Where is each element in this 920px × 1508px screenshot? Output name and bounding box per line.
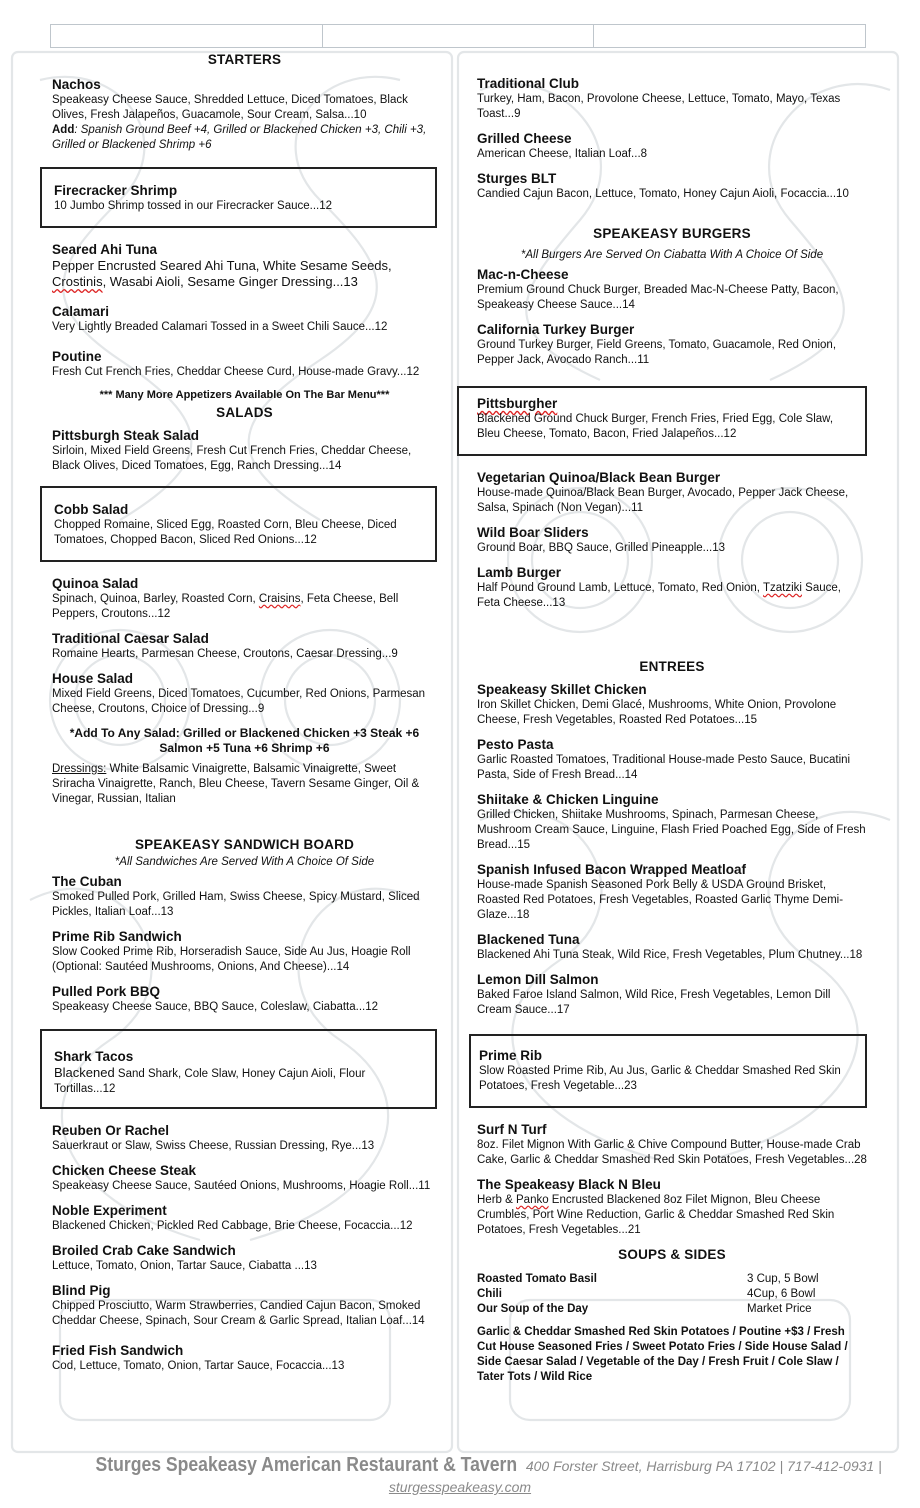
tab-cell[interactable] <box>323 25 595 47</box>
desc-part: Tzatziki <box>762 582 802 594</box>
desc-part: Sauce, Feta Cheese...13 <box>477 582 841 609</box>
item-name: House Salad <box>52 671 134 686</box>
item-desc: Mixed Field Greens, Diced Tomatoes, Cucumber, Red Onions, Parmesan Cheese, Croutons, Choice of Dressing...9 <box>52 688 426 715</box>
menu-item-prime-rib-sandwich <box>52 929 437 975</box>
item-desc <box>477 1193 867 1238</box>
item-name: Reuben Or Rachel <box>52 1123 170 1138</box>
menu-item-meatloaf <box>477 862 867 923</box>
item-name: Pulled Pork BBQ <box>52 984 161 999</box>
item-name: Fried Fish Sandwich <box>52 1343 184 1358</box>
item-name: Pesto Pasta <box>477 737 554 752</box>
item-name: Calamari <box>52 304 110 319</box>
soups-title: SOUPS & SIDES <box>618 1247 726 1262</box>
boxed-shark-tacos <box>40 1029 437 1109</box>
item-name: Prime Rib Sandwich <box>52 929 182 944</box>
desc-part: Spinach, Quinoa, Barley, Roasted Corn, <box>52 593 259 605</box>
item-name: Broiled Crab Cake Sandwich <box>52 1243 236 1258</box>
item-desc: Sauerkraut or Slaw, Swiss Cheese, Russian Dressing, Rye...13 <box>52 1140 375 1152</box>
item-desc: Lettuce, Tomato, Onion, Tartar Sauce, Ciabatta ...13 <box>52 1260 317 1272</box>
item-desc: Blackened Ahi Tuna Steak, Wild Rice, Fresh Vegetables, Plum Chutney...18 <box>477 949 863 961</box>
boxed-pittsburgher <box>457 386 867 456</box>
desc-part: Half Pound Ground Lamb, Lettuce, Tomato, Red Onion, <box>477 582 763 594</box>
item-desc: Blackened Ground Chuck Burger, French Fries, Fried Egg, Cole Slaw, Bleu Cheese, Tomato, Bacon, Fried Jalapeños...12 <box>477 413 834 440</box>
menu-item-chicken-cheese-steak <box>52 1163 437 1194</box>
desc-part: Pepper Encrusted Seared Ahi Tuna, White Sesame Seeds, <box>52 258 392 273</box>
item-name: Nachos <box>52 77 101 92</box>
item-name: The Speakeasy Black N Bleu <box>477 1177 661 1192</box>
salad-addons <box>52 726 437 756</box>
appetizer-note: *** Many More Appetizers Available On The Bar Menu*** <box>99 389 390 401</box>
item-name: Quinoa Salad <box>52 576 139 591</box>
item-name: Vegetarian Quinoa/Black Bean Burger <box>477 470 721 485</box>
soup-price: 3 Cup, 5 Bowl <box>747 1273 819 1285</box>
desc-part: Encrusted Blackened 8oz Filet Mignon, Bleu Cheese Crumbles, Port Wine Reduction, Garlic & Cheddar Smashed Red Skin Potatoes, Fresh Vegetables...21 <box>477 1194 835 1236</box>
item-name: Sturges BLT <box>477 171 557 186</box>
burgers-subnote: *All Burgers Are Served On Ciabatta With A Choice Of Side <box>520 249 824 261</box>
footer <box>0 1454 920 1495</box>
menu-item-grilled-cheese <box>477 131 867 162</box>
item-name: Cobb Salad <box>54 502 129 517</box>
menu-item-firecracker <box>54 183 423 214</box>
menu-item-noble-experiment <box>52 1203 437 1234</box>
item-name: Shiitake & Chicken Linguine <box>477 792 659 807</box>
item-name <box>477 396 853 411</box>
menu-item-crab-cake <box>52 1243 437 1274</box>
menu-item-sturges-blt <box>477 171 867 202</box>
item-desc: American Cheese, Italian Loaf...8 <box>477 148 648 160</box>
item-desc: Ground Boar, BBQ Sauce, Grilled Pineapple...13 <box>477 542 726 554</box>
menu-item-turkey-burger <box>477 322 867 368</box>
item-desc: 10 Jumbo Shrimp tossed in our Firecracker Sauce...12 <box>54 200 333 212</box>
item-desc: Very Lightly Breaded Calamari Tossed in a Sweet Chili Sauce...12 <box>52 321 388 333</box>
item-desc: Sirloin, Mixed Field Greens, Fresh Cut French Fries, Cheddar Cheese, Black Olives, Diced Tomatoes, Egg, Ranch Dressing...14 <box>52 445 412 472</box>
entrees-title: ENTREES <box>639 659 705 674</box>
soup-name: Chili <box>477 1288 502 1300</box>
item-desc <box>477 581 867 611</box>
item-name: Grilled Cheese <box>477 131 572 146</box>
item-desc: Candied Cajun Bacon, Lettuce, Tomato, Honey Cajun Aioli, Focaccia...10 <box>477 188 849 200</box>
add-text: : Spanish Ground Beef +4, Grilled or Blackened Chicken +3, Chili +3, Grilled or Blackened Shrimp +6 <box>52 124 427 151</box>
menu-item-mac-n-cheese <box>477 267 867 313</box>
table-row <box>477 1287 867 1302</box>
item-name: Firecracker Shrimp <box>54 183 178 198</box>
menu-item-blind-pig <box>52 1283 437 1329</box>
menu-item-nachos <box>52 77 437 153</box>
tab-cell[interactable] <box>594 25 865 47</box>
item-name: Wild Boar Sliders <box>477 525 589 540</box>
desc-part: Blackened <box>54 1065 115 1080</box>
starters-title: STARTERS <box>207 52 282 67</box>
menu-item-quinoa-salad <box>52 576 437 622</box>
item-name: Lamb Burger <box>477 565 562 580</box>
menu-item-shark-tacos <box>54 1049 423 1097</box>
item-desc: Grilled Chicken, Shiitake Mushrooms, Spinach, Parmesan Cheese, Mushroom Cream Sauce, Linguine, Flash Fried Poached Egg, Side of Fresh Bread...15 <box>477 809 866 851</box>
menu-item-caesar-salad <box>52 631 437 662</box>
item-desc: Romaine Hearts, Parmesan Cheese, Croutons, Caesar Dressing...9 <box>52 648 398 660</box>
menu-item-lemon-dill-salmon <box>477 972 867 1018</box>
item-name: Chicken Cheese Steak <box>52 1163 197 1178</box>
menu-item-poutine <box>52 349 437 380</box>
menu-item-pittsburgher <box>477 396 853 442</box>
desc-part: Sand Shark, Cole Slaw, Honey Cajun Aioli, Flour Tortillas...12 <box>54 1068 366 1095</box>
soup-name: Our Soup of the Day <box>477 1303 589 1315</box>
item-desc: Slow Roasted Prime Rib, Au Jus, Garlic & Cheddar Smashed Red Skin Potatoes, Fresh Vegetable...23 <box>479 1065 841 1092</box>
sides-list: Garlic & Cheddar Smashed Red Skin Potatoes / Poutine +$3 / Fresh Cut House Seasoned Fries / Sweet Potato Fries / Side House Salad / Side Caesar Salad / Vegetable of the Day / Fresh Fruit / Cole Slaw / Tater Tots / Wild Rice <box>477 1326 848 1383</box>
footer-line <box>0 1454 920 1477</box>
menu-item-surf-n-turf <box>477 1122 867 1168</box>
item-desc: House-made Quinoa/Black Bean Burger, Avocado, Pepper Jack Cheese, Salsa, Spinach (Non Vegan)...11 <box>477 487 849 514</box>
desc-part: Crostinis <box>52 274 103 289</box>
restaurant-address: 400 Forster Street, Harrisburg PA 17102 | 717-412-0931 | <box>525 1458 882 1474</box>
item-name: Speakeasy Skillet Chicken <box>477 682 647 697</box>
item-desc: Cod, Lettuce, Tomato, Onion, Tartar Sauce, Focaccia...13 <box>52 1360 345 1372</box>
menu-item-house-salad <box>52 671 437 717</box>
desc-part: , Wasabi Aioli, Sesame Ginger Dressing...13 <box>102 274 358 289</box>
desc-part: , Feta Cheese, Bell Peppers, Croutons...12 <box>52 593 399 620</box>
menu-item-boar-sliders <box>477 525 867 556</box>
item-desc: Speakeasy Cheese Sauce, BBQ Sauce, Coleslaw, Ciabatta...12 <box>52 1001 379 1013</box>
sandwich-subnote: *All Sandwiches Are Served With A Choice Of Side <box>114 856 375 868</box>
item-desc: 8oz. Filet Mignon With Garlic & Chive Compound Butter, House-made Crab Cake, Garlic & Cheddar Smashed Red Skin Potatoes, Fresh Vegetables...28 <box>477 1139 867 1166</box>
item-name: Shark Tacos <box>54 1049 134 1064</box>
menu-item-traditional-club <box>477 76 867 122</box>
item-desc: Premium Ground Chuck Burger, Breaded Mac-N-Cheese Patty, Bacon, Speakeasy Cheese Sauce...14 <box>477 284 839 311</box>
item-name: Traditional Caesar Salad <box>52 631 209 646</box>
menu-item-pesto-pasta <box>477 737 867 783</box>
menu-item-pulled-pork <box>52 984 437 1015</box>
salads-title: SALADS <box>216 405 273 420</box>
item-desc: Speakeasy Cheese Sauce, Sautéed Onions, Mushrooms, Hoagie Roll...11 <box>52 1180 431 1192</box>
item-name: Blind Pig <box>52 1283 111 1298</box>
menu-item-linguine <box>477 792 867 853</box>
sandwich-title: SPEAKEASY SANDWICH BOARD <box>134 837 355 852</box>
right-column <box>477 76 867 1385</box>
item-name: Prime Rib <box>479 1048 543 1063</box>
boxed-firecracker <box>40 167 437 228</box>
desc-part: Herb & <box>477 1194 516 1206</box>
item-desc <box>52 258 437 290</box>
menu-item-reuben <box>52 1123 437 1154</box>
website-link[interactable]: sturgesspeakeasy.com <box>388 1479 532 1495</box>
item-name: Lemon Dill Salmon <box>477 972 599 987</box>
item-desc: Garlic Roasted Tomatoes, Traditional House-made Pesto Sauce, Bucatini Pasta, Side of Fresh Bread...14 <box>477 754 851 781</box>
item-desc: House-made Spanish Seasoned Pork Belly & USDA Ground Brisket, Roasted Red Potatoes, Fresh Vegetables, Roasted Garlic Thyme Demi-Glaze...18 <box>477 879 844 921</box>
menu-item-veg-burger <box>477 470 867 516</box>
restaurant-name: Sturges Speakeasy American Restaurant & Tavern <box>95 1454 518 1476</box>
item-desc <box>54 1065 423 1097</box>
menu-item-blackened-tuna <box>477 932 867 963</box>
item-name: Blackened Tuna <box>477 932 580 947</box>
menu-item-black-n-bleu <box>477 1177 867 1238</box>
item-desc: Smoked Pulled Pork, Grilled Ham, Swiss Cheese, Spicy Mustard, Sliced Pickles, Italian Loaf...13 <box>52 891 420 918</box>
item-name: Mac-n-Cheese <box>477 267 569 282</box>
item-name: California Turkey Burger <box>477 322 635 337</box>
item-desc: Turkey, Ham, Bacon, Provolone Cheese, Lettuce, Tomato, Mayo, Texas Toast...9 <box>477 93 841 120</box>
boxed-cobb <box>40 486 437 562</box>
boxed-prime-rib <box>469 1034 867 1108</box>
item-name: Spanish Infused Bacon Wrapped Meatloaf <box>477 862 747 877</box>
menu-item-skillet-chicken <box>477 682 867 728</box>
item-desc: Baked Faroe Island Salmon, Wild Rice, Fresh Vegetables, Lemon Dill Cream Sauce...17 <box>477 989 831 1016</box>
tab-cell[interactable] <box>51 25 323 47</box>
item-desc <box>52 93 437 153</box>
pittsburgher-name: Pittsburgher <box>477 396 558 411</box>
item-desc: Chopped Romaine, Sliced Egg, Roasted Corn, Bleu Cheese, Diced Tomatoes, Chopped Bacon, Sliced Red Onions...12 <box>54 519 397 546</box>
soups-table <box>477 1272 867 1317</box>
burgers-title: SPEAKEASY BURGERS <box>593 226 751 241</box>
item-name: The Cuban <box>52 874 122 889</box>
soup-price: 4Cup, 6 Bowl <box>747 1288 816 1300</box>
menu-item-cuban <box>52 874 437 920</box>
left-column <box>52 52 437 1383</box>
dressings-label: Dressings: <box>52 763 107 775</box>
addon-line: *Add To Any Salad: Grilled or Blackened Chicken +3 Steak +6 <box>69 726 420 740</box>
item-desc: Blackened Chicken, Pickled Red Cabbage, Brie Cheese, Focaccia...12 <box>52 1220 413 1232</box>
nachos-desc: Speakeasy Cheese Sauce, Shredded Lettuce, Diced Tomatoes, Black Olives, Fresh Jalapeños, Guacamole, Sour Cream, Salsa...10 <box>52 94 408 121</box>
menu-item-cobb-salad <box>54 502 423 548</box>
item-desc: Iron Skillet Chicken, Demi Glacé, Mushrooms, White Onion, Provolone Cheese, Fresh Vegetables, Roasted Red Potatoes...15 <box>477 699 837 726</box>
menu-item-fried-fish <box>52 1343 437 1374</box>
menu-item-pittsburgh-steak-salad <box>52 428 437 474</box>
item-name: Traditional Club <box>477 76 580 91</box>
item-desc: Slow Cooked Prime Rib, Horseradish Sauce, Side Au Jus, Hoagie Roll (Optional: Sautéed Mushrooms, Onions, And Cheese)...14 <box>52 946 411 973</box>
item-name: Seared Ahi Tuna <box>52 242 158 257</box>
add-label: Add <box>52 124 75 136</box>
item-name: Poutine <box>52 349 102 364</box>
item-name: Pittsburgh Steak Salad <box>52 428 200 443</box>
item-desc <box>52 592 437 622</box>
menu-item-lamb-burger <box>477 565 867 611</box>
desc-part: Craisins <box>258 593 301 605</box>
desc-part: Panko <box>516 1194 549 1206</box>
item-name: Surf N Turf <box>477 1122 547 1137</box>
dressings-text: White Balsamic Vinaigrette, Balsamic Vinaigrette, Sweet Sriracha Vinaigrette, Ranch, Bleu Cheese, Tavern Sesame Ginger, Oil & Vinegar, Russian, Italian <box>52 763 420 805</box>
item-desc: Chipped Prosciutto, Warm Strawberries, Candied Cajun Bacon, Smoked Cheddar Cheese, Spinach, Sour Cream & Garlic Spread, Italian Loaf...14 <box>52 1300 425 1327</box>
item-desc: Fresh Cut French Fries, Cheddar Cheese Curd, House-made Gravy...12 <box>52 366 420 378</box>
item-name: Noble Experiment <box>52 1203 167 1218</box>
table-row <box>477 1272 867 1287</box>
top-tab-strip <box>50 24 866 48</box>
menu-item-calamari <box>52 304 437 335</box>
dressings-list <box>52 762 437 807</box>
soup-price: Market Price <box>747 1303 812 1315</box>
table-row <box>477 1302 867 1317</box>
soup-name: Roasted Tomato Basil <box>477 1273 597 1285</box>
menu-item-prime-rib <box>479 1048 853 1094</box>
menu-item-ahi-tuna <box>52 242 437 290</box>
addon-line: Salmon +5 Tuna +6 Shrimp +6 <box>159 741 330 755</box>
item-desc: Ground Turkey Burger, Field Greens, Tomato, Guacamole, Red Onion, Pepper Jack, Avocado Ranch...11 <box>477 339 837 366</box>
